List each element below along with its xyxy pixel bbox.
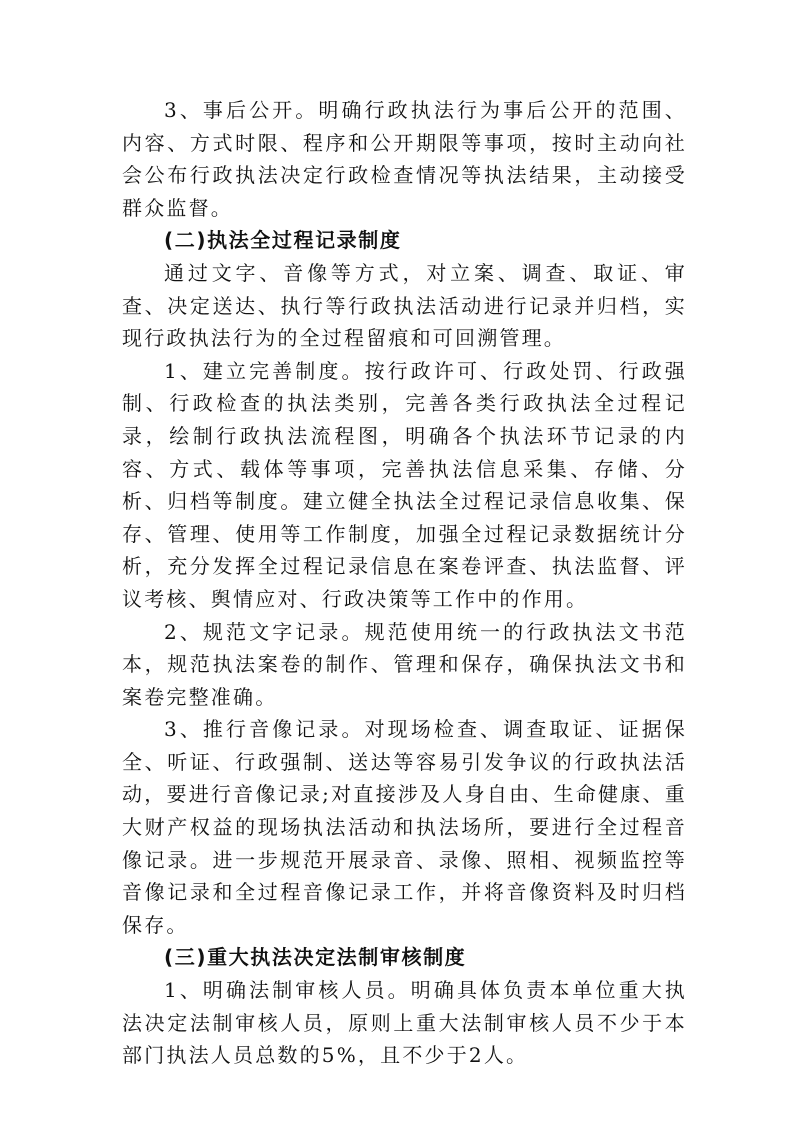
paragraph-text-records: 2、规范文字记录。规范使用统一的行政执法文书范本，规范执法案卷的制作、管理和保存，确保执法文书和案卷完整准确。 <box>122 619 687 709</box>
paragraph-establish-system: 1、建立完善制度。按行政许可、行政处罚、行政强制、行政检查的执法类别，完善各类行政执法全过程记录，绘制行政执法流程图，明确各个执法环节记录的内容、方式、载体等事项，完善执法信息采集、存储、分析、归档等制度。建立健全执法全过程记录信息收集、保存、管理、使用等工作制度，加强全过程记录数据统计分析，充分发挥全过程记录信息在案卷评查、执法监督、评议考核、舆情应对、行政决策等工作中的作用。 <box>122 358 687 611</box>
paragraph-audio-video-records: 3、推行音像记录。对现场检查、调查取证、证据保全、听证、行政强制、送达等容易引发争议的行政执法活动，要进行音像记录;对直接涉及人身自由、生命健康、重大财产权益的现场执法活动和执法场所，要进行全过程音像记录。进一步规范开展录音、录像、照相、视频监控等音像记录和全过程音像记录工作，并将音像资料及时归档保存。 <box>122 717 687 937</box>
document-body <box>122 94 687 1072</box>
paragraph-review-personnel: 1、明确法制审核人员。明确具体负责本单位重大执法决定法制审核人员，原则上重大法制审核人员不少于本部门执法人员总数的5%，且不少于2人。 <box>122 978 687 1068</box>
section-heading-legal-review: (三)重大执法决定法制审核制度 <box>164 945 467 970</box>
paragraph-post-disclosure: 3、事后公开。明确行政执法行为事后公开的范围、内容、方式时限、程序和公开期限等事项，按时主动向社会公布行政执法决定行政检查情况等执法结果，主动接受群众监督。 <box>122 98 687 220</box>
paragraph-recording-overview: 通过文字、音像等方式，对立案、调查、取证、审查、决定送达、执行等行政执法活动进行记录并归档，实现行政执法行为的全过程留痕和可回溯管理。 <box>122 260 687 351</box>
section-heading-full-process-recording: (二)执法全过程记录制度 <box>164 228 402 253</box>
